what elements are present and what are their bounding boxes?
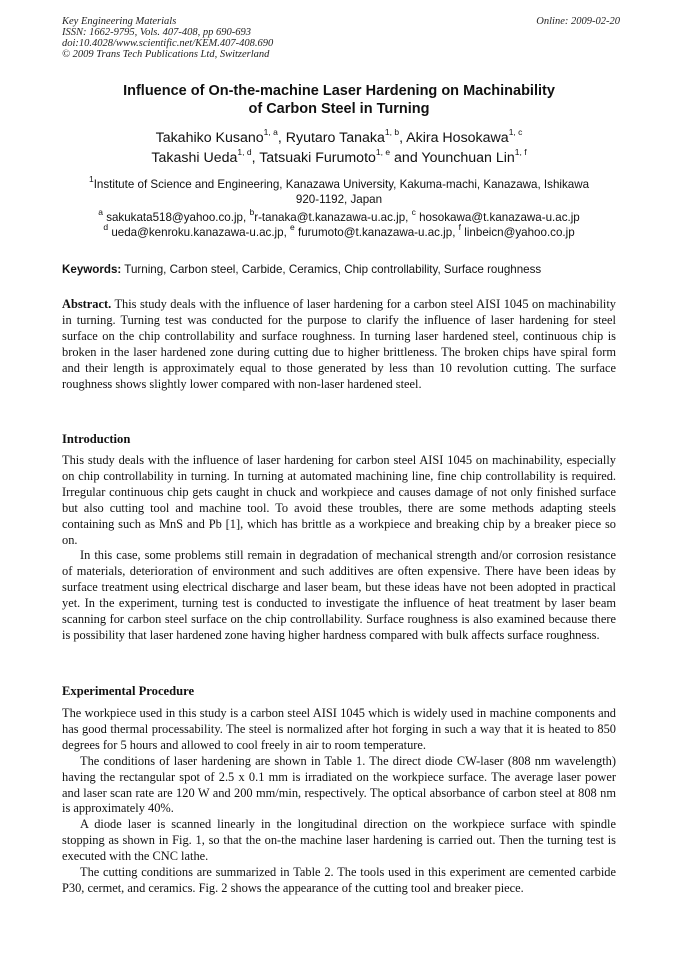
copyright-line: © 2009 Trans Tech Publications Ltd, Switzerland (62, 49, 270, 60)
keywords-label: Keywords: (62, 263, 122, 276)
author-name: Akira Hosokawa (406, 130, 509, 146)
author-list (62, 128, 616, 168)
author-affil-sup: 1, f (514, 147, 527, 158)
author-name: Takahiko Kusano (155, 130, 264, 146)
email-link[interactable]: r-tanaka@t.kanazawa-u.ac.jp (254, 211, 406, 224)
email-line-1: $^a$ sakukata518@yahoo.co.jp, $^b$r-tanaka@t.kanazawa-u.ac.jp, $^c$ hosokawa@t.kanazawa-u.ac.jp (98, 207, 580, 224)
introduction-heading: Introduction (62, 432, 131, 446)
author-affil-sup: 1, c (508, 127, 523, 138)
author-affil-sup: 1, a (263, 127, 278, 138)
paragraph: In this case, some problems still remain in degradation of mechanical strength and/or corrosion resistance of materials, deterioration of environment and such additives are often expensive. There have been ideas by surface treatment using electrical discharge and laser beam, but these ideas have not been adopted in practical yet. In the experiment, turning test is conducted to investigate the influence of heat treatment by laser beam scanning for carbon steel surface on the chip controllability. Surface roughness is also examined because there is possibility that laser hardened zone having higher hardness compared with bulk affects surface roughness. (62, 548, 616, 642)
author-name: Takashi Ueda (151, 150, 238, 166)
abstract-label: Abstract. (62, 297, 112, 311)
title-line-1: Influence of On-the-machine Laser Hardening on Machinability (123, 83, 555, 99)
paragraph: The cutting conditions are summarized in Table 2. The tools used in this experiment are cemented carbide P30, cermet, and ceramics. Fig. 2 shows the appearance of the cutting tool and breaker piece. (62, 865, 616, 895)
experimental-section (62, 706, 616, 897)
email-link[interactable]: furumoto@t.kanazawa-u.ac.jp (298, 226, 453, 239)
experimental-heading: Experimental Procedure (62, 684, 195, 698)
journal-name: Key Engineering Materials (62, 16, 177, 27)
email-link[interactable]: hosokawa@t.kanazawa-u.ac.jp (419, 211, 580, 224)
paper-title (62, 82, 616, 118)
introduction-section (62, 453, 616, 644)
affiliation-line-2: 920-1192, Japan (295, 193, 383, 206)
author-emails (62, 207, 616, 240)
author-affil-sup: 1, e (375, 147, 391, 158)
email-link[interactable]: linbeicn@yahoo.co.jp (464, 226, 575, 239)
author-affil-sup: 1, b (384, 127, 400, 138)
author-line-2: Takashi Ueda$^{1, d}$, Tatsuaki Furumoto$^{1, e}$ and Younchuan Lin$^{1, f}$ (151, 147, 527, 166)
author-name: Ryutaro Tanaka (285, 130, 385, 146)
keywords-text: Turning, Carbon steel, Carbide, Ceramics, Chip controllability, Surface roughness (121, 263, 542, 276)
paragraph: A diode laser is scanned linearly in the longitudinal direction on the workpiece surface with spindle stopping as shown in Fig. 1, so that the on-the machine laser hardening is carried out. Then the turning test is executed with the CNC lathe. (62, 817, 616, 864)
keywords (62, 263, 616, 277)
title-line-2: of Carbon Steel in Turning (248, 101, 430, 117)
abstract-text: This study deals with the influence of laser hardening for a carbon steel AISI 1045 on machinability in turning. Turning test was conducted for the purpose to clarify the influence of laser hardening for steel surface on the chip controllability and surface roughness. In turning laser hardened steel, continuous chip is broken in the laser hardened zone during cutting due to higher brittleness. The broken chips have spiral form and their length is approximately equal to those generated by less than 10 revolution cutting. The surface roughness shows slightly lower compared with non-laser hardened steel. (62, 297, 616, 391)
abstract (62, 297, 616, 392)
affiliation (62, 174, 616, 207)
email-link[interactable]: ueda@kenroku.kanazawa-u.ac.jp (111, 226, 284, 239)
author-line-1: Takahiko Kusano$^{1, a}$, Ryutaro Tanaka$^{1, b}$, Akira Hosokawa$^{1, c}$ (155, 127, 523, 146)
paragraph: This study deals with the influence of laser hardening for carbon steel AISI 1045 on machinability, especially on chip controllability in turning. In turning at automated machining line, fine chip controllability is required. Irregular continuous chip gets caught in chuck and workpiece and causes damage of not only finished surface but also cutting tool and machine tool. To avoid these troubles, there are some methods adapting steels containing such as MnS and Pb [1], which has brittle as a workpiece and breaking chip by a breaker piece so on. (62, 453, 616, 547)
author-name: Younchuan Lin (421, 150, 515, 166)
affiliation-line-1: $^1$Institute of Science and Engineering, Kanazawa University, Kakuma-machi, Kanazawa, Ishikawa (88, 174, 590, 191)
issn-line: ISSN: 1662-9795, Vols. 407-408, pp 690-693 (62, 27, 251, 38)
author-name: Tatsuaki Furumoto (259, 150, 376, 166)
publication-header (62, 16, 620, 60)
email-link[interactable]: sakukata518@yahoo.co.jp (106, 211, 244, 224)
paragraph: The conditions of laser hardening are shown in Table 1. The direct diode CW-laser (808 nm wavelength) having the rectangular spot of 2.5 x 0.1 mm is irradiated on the workpiece surface. The average laser power and laser scan rate are 120 W and 200 mm/min, respectively. The optical absorbance of carbon steel at 808 nm is approximately 40%. (62, 753, 616, 816)
doi-line: doi:10.4028/www.scientific.net/KEM.407-408.690 (62, 38, 274, 49)
online-date: Online: 2009-02-20 (536, 16, 620, 27)
paragraph: The workpiece used in this study is a carbon steel AISI 1045 which is widely used in machine components and has good thermal processability. The steel is normalized after hot forging in such a way that it is heated to 850 degrees for 5 hours and allowed to cool freely in air to room temperature. (62, 706, 616, 752)
author-affil-sup: 1, d (237, 147, 252, 158)
email-line-2: $^d$ ueda@kenroku.kanazawa-u.ac.jp, $^e$ furumoto@t.kanazawa-u.ac.jp, $^f$ linbeicn@yahoo.co.jp (103, 222, 575, 239)
